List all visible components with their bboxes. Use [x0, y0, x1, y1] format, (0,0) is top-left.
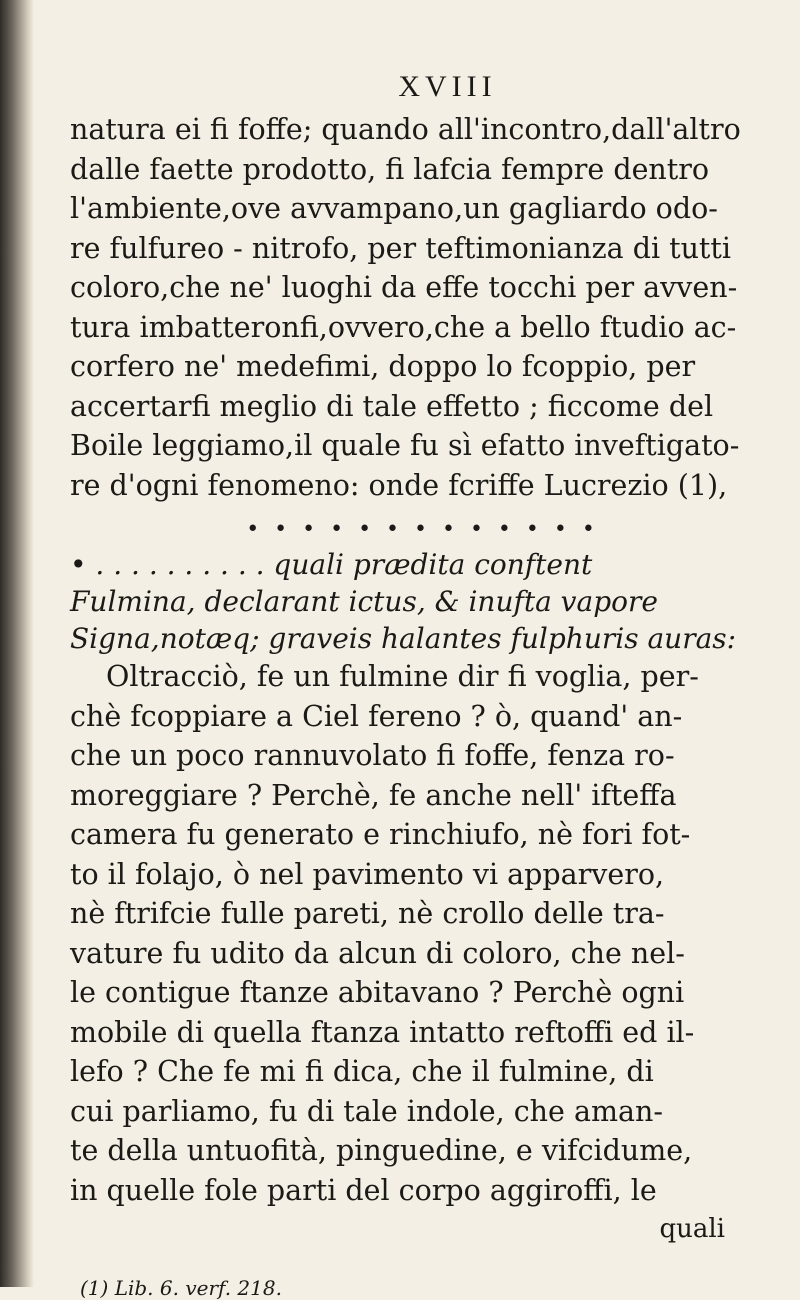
ellipsis-separator: • • • • • • • • • • • • •: [246, 517, 599, 542]
book-page: [70, 70, 775, 1300]
verse-line: • . . . . . . . . . . quali prædita conftent: [70, 548, 593, 581]
page-header: XVIII: [398, 70, 497, 103]
text-line: te della untuofità, pinguedine, e vifcidume,: [70, 1134, 693, 1167]
text-line: moreggiare ? Perchè, fe anche nell' ifteffa: [70, 778, 677, 812]
text-line: Boile leggiamo,il quale fu sì efatto inveftigato-: [70, 429, 740, 462]
text-line: che un poco rannuvolato fi foffe, fenza ro-: [70, 739, 675, 772]
text-line: coloro,che ne' luoghi da effe tocchi per avven-: [70, 271, 738, 304]
text-line: re d'ogni fenomeno: onde fcriffe Lucrezio (1),: [70, 468, 728, 502]
text-line: lefo ? Che fe mi fi dica, che il fulmine, di: [70, 1055, 654, 1088]
text-line: tura imbatteronfi,ovvero,che a bello ftudio ac-: [70, 310, 737, 344]
text-line: cui parliamo, fu di tale indole, che aman-: [70, 1094, 663, 1128]
latin-quotation: [70, 546, 775, 657]
text-line: dalle faette prodotto, fi lafcia fempre dentro: [70, 152, 710, 186]
text-line: in quelle fole parti del corpo aggiroffi, le: [70, 1173, 657, 1207]
text-line: chè fcoppiare a Ciel fereno ? ò, quand' an-: [70, 699, 683, 733]
text-line: re fulfureo - nitrofo, per teftimonianza di tutti: [70, 231, 731, 265]
paragraph-2: [70, 657, 775, 1210]
text-line: camera fu generato e rinchiufo, nè fori fot-: [70, 818, 691, 851]
text-line: corfero ne' medefimi, doppo lo fcoppio, per: [70, 350, 696, 383]
verse-line: Fulmina, declarant ictus, & inufta vapore: [70, 585, 658, 618]
verse-line: Signa,notæq; graveis halantes fulphuris auras:: [70, 622, 737, 655]
book-binding-edge: [0, 0, 34, 1287]
text-line: to il folajo, ò nel pavimento vi apparvero,: [70, 857, 665, 891]
paragraph-1: [70, 110, 775, 505]
text-line: l'ambiente,ove avvampano,un gagliardo odo-: [70, 192, 718, 225]
catchword: quali: [659, 1214, 725, 1244]
text-line: le contigue ftanze abitavano ? Perchè ogni: [70, 976, 685, 1009]
text-line: Oltracciò, fe un fulmine dir fi voglia, per-: [106, 660, 699, 693]
text-line: vature fu udito da alcun di coloro, che nel-: [70, 936, 685, 970]
text-line: nè ftrifcie fulle pareti, nè crollo delle tra-: [70, 897, 665, 930]
text-line: mobile di quella ftanza intatto reftoffi ed il-: [70, 1015, 695, 1049]
text-line: natura ei fi foffe; quando all'incontro,dall'altro: [70, 113, 741, 146]
text-line: accertarfi meglio di tale effetto ; ficcome del: [70, 389, 714, 423]
footnote: (1) Lib. 6. verf. 218.: [80, 1275, 282, 1300]
